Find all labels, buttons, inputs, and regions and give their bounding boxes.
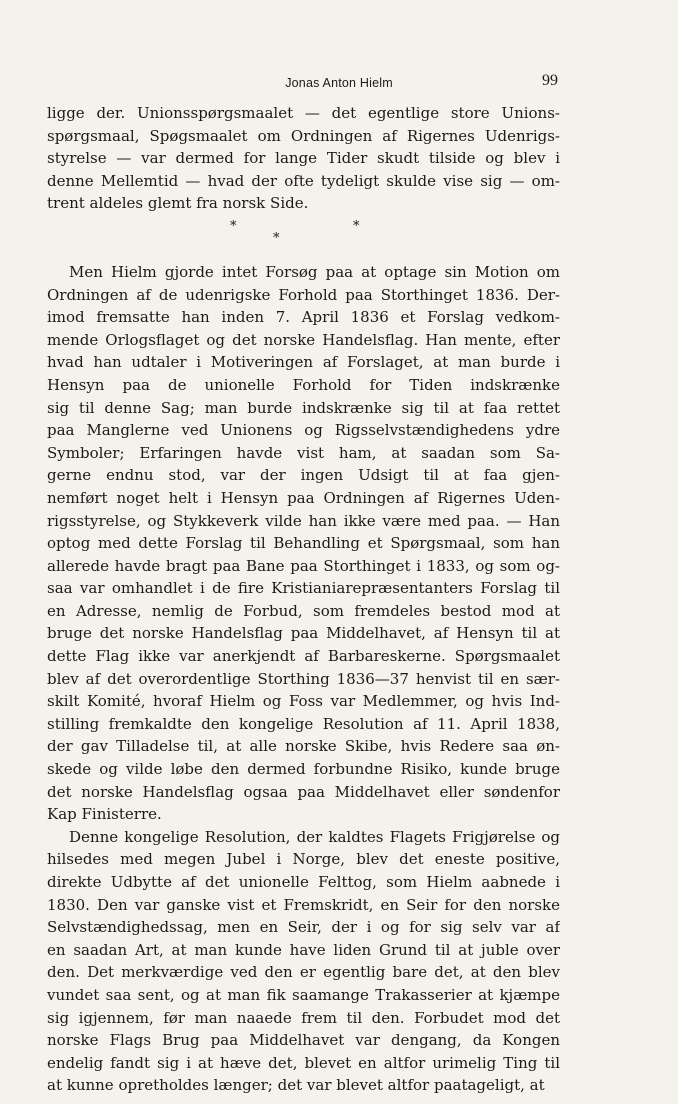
text-line: skede og vilde løbe den dermed forbundne Risiko, kunde bruge [47,760,560,779]
paragraph-3 [47,826,560,1097]
text-line: Hensyn paa de unionelle Forhold for Tiden indskrænke [47,375,560,394]
text-line: at kunne opretholdes længer; det var blevet altfor paatageligt, at [47,1076,545,1095]
text-line: Selvstændighedssag, men en Seir, der i og for sig selv var af [47,918,560,937]
text-line: den. Det merkværdige ved den er egentlig bare det, at den blev [47,963,560,982]
text-line: sig til denne Sag; man burde indskrænke sig til at faa rettet [47,398,560,417]
asterisk: * [273,230,280,246]
text-line: Kap Finisterre. [47,805,162,824]
text-line: endelig fandt sig i at hæve det, blevet en altfor urimelig Ting til [47,1053,560,1072]
running-header [0,72,678,96]
asterisk: * [353,218,360,234]
text-line: paa Manglerne ved Unionens og Rigsselvstændighedens ydre [47,421,560,440]
text-line: sig igjennem, før man naaede frem til den. Forbudet mod det [47,1008,560,1027]
text-line: bruge det norske Handelsflag paa Middelhavet, af Hensyn til at [47,624,560,643]
text-line: blev af det overordentlige Storthing 1836—37 henvist til en sær- [47,669,560,688]
text-line: optog med dette Forslag til Behandling et Spørgsmaal, som han [47,534,560,553]
text-line: det norske Handelsflag ogsaa paa Middelhavet eller søndenfor [47,782,560,801]
text-line: dette Flag ikke var anerkjendt af Barbareskerne. Spørgsmaalet [47,647,560,666]
text-line: Ordningen af de udenrigske Forhold paa Storthinget 1836. Der- [47,285,560,304]
text-line: hvad han udtaler i Motiveringen af Forslaget, at man burde i [47,353,560,372]
text-line: Denne kongelige Resolution, der kaldtes Flagets Frigjørelse og [69,827,560,846]
text-line: vundet saa sent, og at man fik saamange Trakasserier at kjæmpe [47,985,560,1004]
paragraph-1 [47,102,560,215]
text-line: Men Hielm gjorde intet Forsøg paa at optage sin Motion om [69,262,560,281]
section-break-asterism [47,215,560,246]
text-line: ligge der. Unionsspørgsmaalet — det egentlige store Unions- [47,104,560,122]
paragraph-spacing [47,243,560,261]
text-line: denne Mellemtid — hvad der ofte tydeligt skulde vise sig — om- [47,171,560,190]
text-line: der gav Tilladelse til, at alle norske Skibe, hvis Redere saa øn- [47,737,560,756]
running-title: Jonas Anton Hielm [285,76,393,90]
text-line: direkte Udbytte af det unionelle Felttog, som Hielm aabnede i [47,873,560,891]
text-line: 1830. Den var ganske vist et Fremskridt, en Seir for den norske [47,895,560,914]
text-line: gerne endnu stod, var der ingen Udsigt til at faa gjen- [47,466,560,485]
text-line: styrelse — var dermed for lange Tider skudt tilside og blev i [47,149,560,168]
text-line: mende Orlogsflaget og det norske Handelsflag. Han mente, efter [47,330,560,349]
text-line: saa var omhandlet i de fire Kristianiarepræsentanters Forslag til [47,579,560,598]
paragraph-2 [47,261,560,826]
text-line: hilsedes med megen Jubel i Norge, blev det eneste positive, [47,850,560,869]
text-line: Symboler; Erfaringen havde vist ham, at saadan som Sa- [47,443,560,462]
text-line: allerede havde bragt paa Bane paa Storthinget i 1833, og som og- [47,556,560,575]
body-text [47,102,560,1097]
text-line: spørgsmaal, Spøgsmaalet om Ordningen af Rigernes Udenrigs- [47,126,560,145]
text-line: en saadan Art, at man kunde have liden Grund til at juble over [47,940,560,959]
text-line: skilt Komité, hvoraf Hielm og Foss var Medlemmer, og hvis Ind- [47,692,560,711]
text-line: trent aldeles glemt fra norsk Side. [47,194,309,213]
text-line: rigsstyrelse, og Stykkeverk vilde han ikke være med paa. — Han [47,511,560,530]
asterisk: * [230,218,237,234]
page-number: 99 [542,72,558,89]
text-line: stilling fremkaldte den kongelige Resolution af 11. April 1838, [47,714,560,733]
text-line: imod fremsatte han inden 7. April 1836 et Forslag vedkom- [47,308,560,327]
text-line: nemført noget helt i Hensyn paa Ordningen af Rigernes Uden- [47,488,560,507]
text-line: norske Flags Brug paa Middelhavet var dengang, da Kongen [47,1031,560,1050]
text-line: en Adresse, nemlig de Forbud, som fremdeles bestod mod at [47,601,560,620]
